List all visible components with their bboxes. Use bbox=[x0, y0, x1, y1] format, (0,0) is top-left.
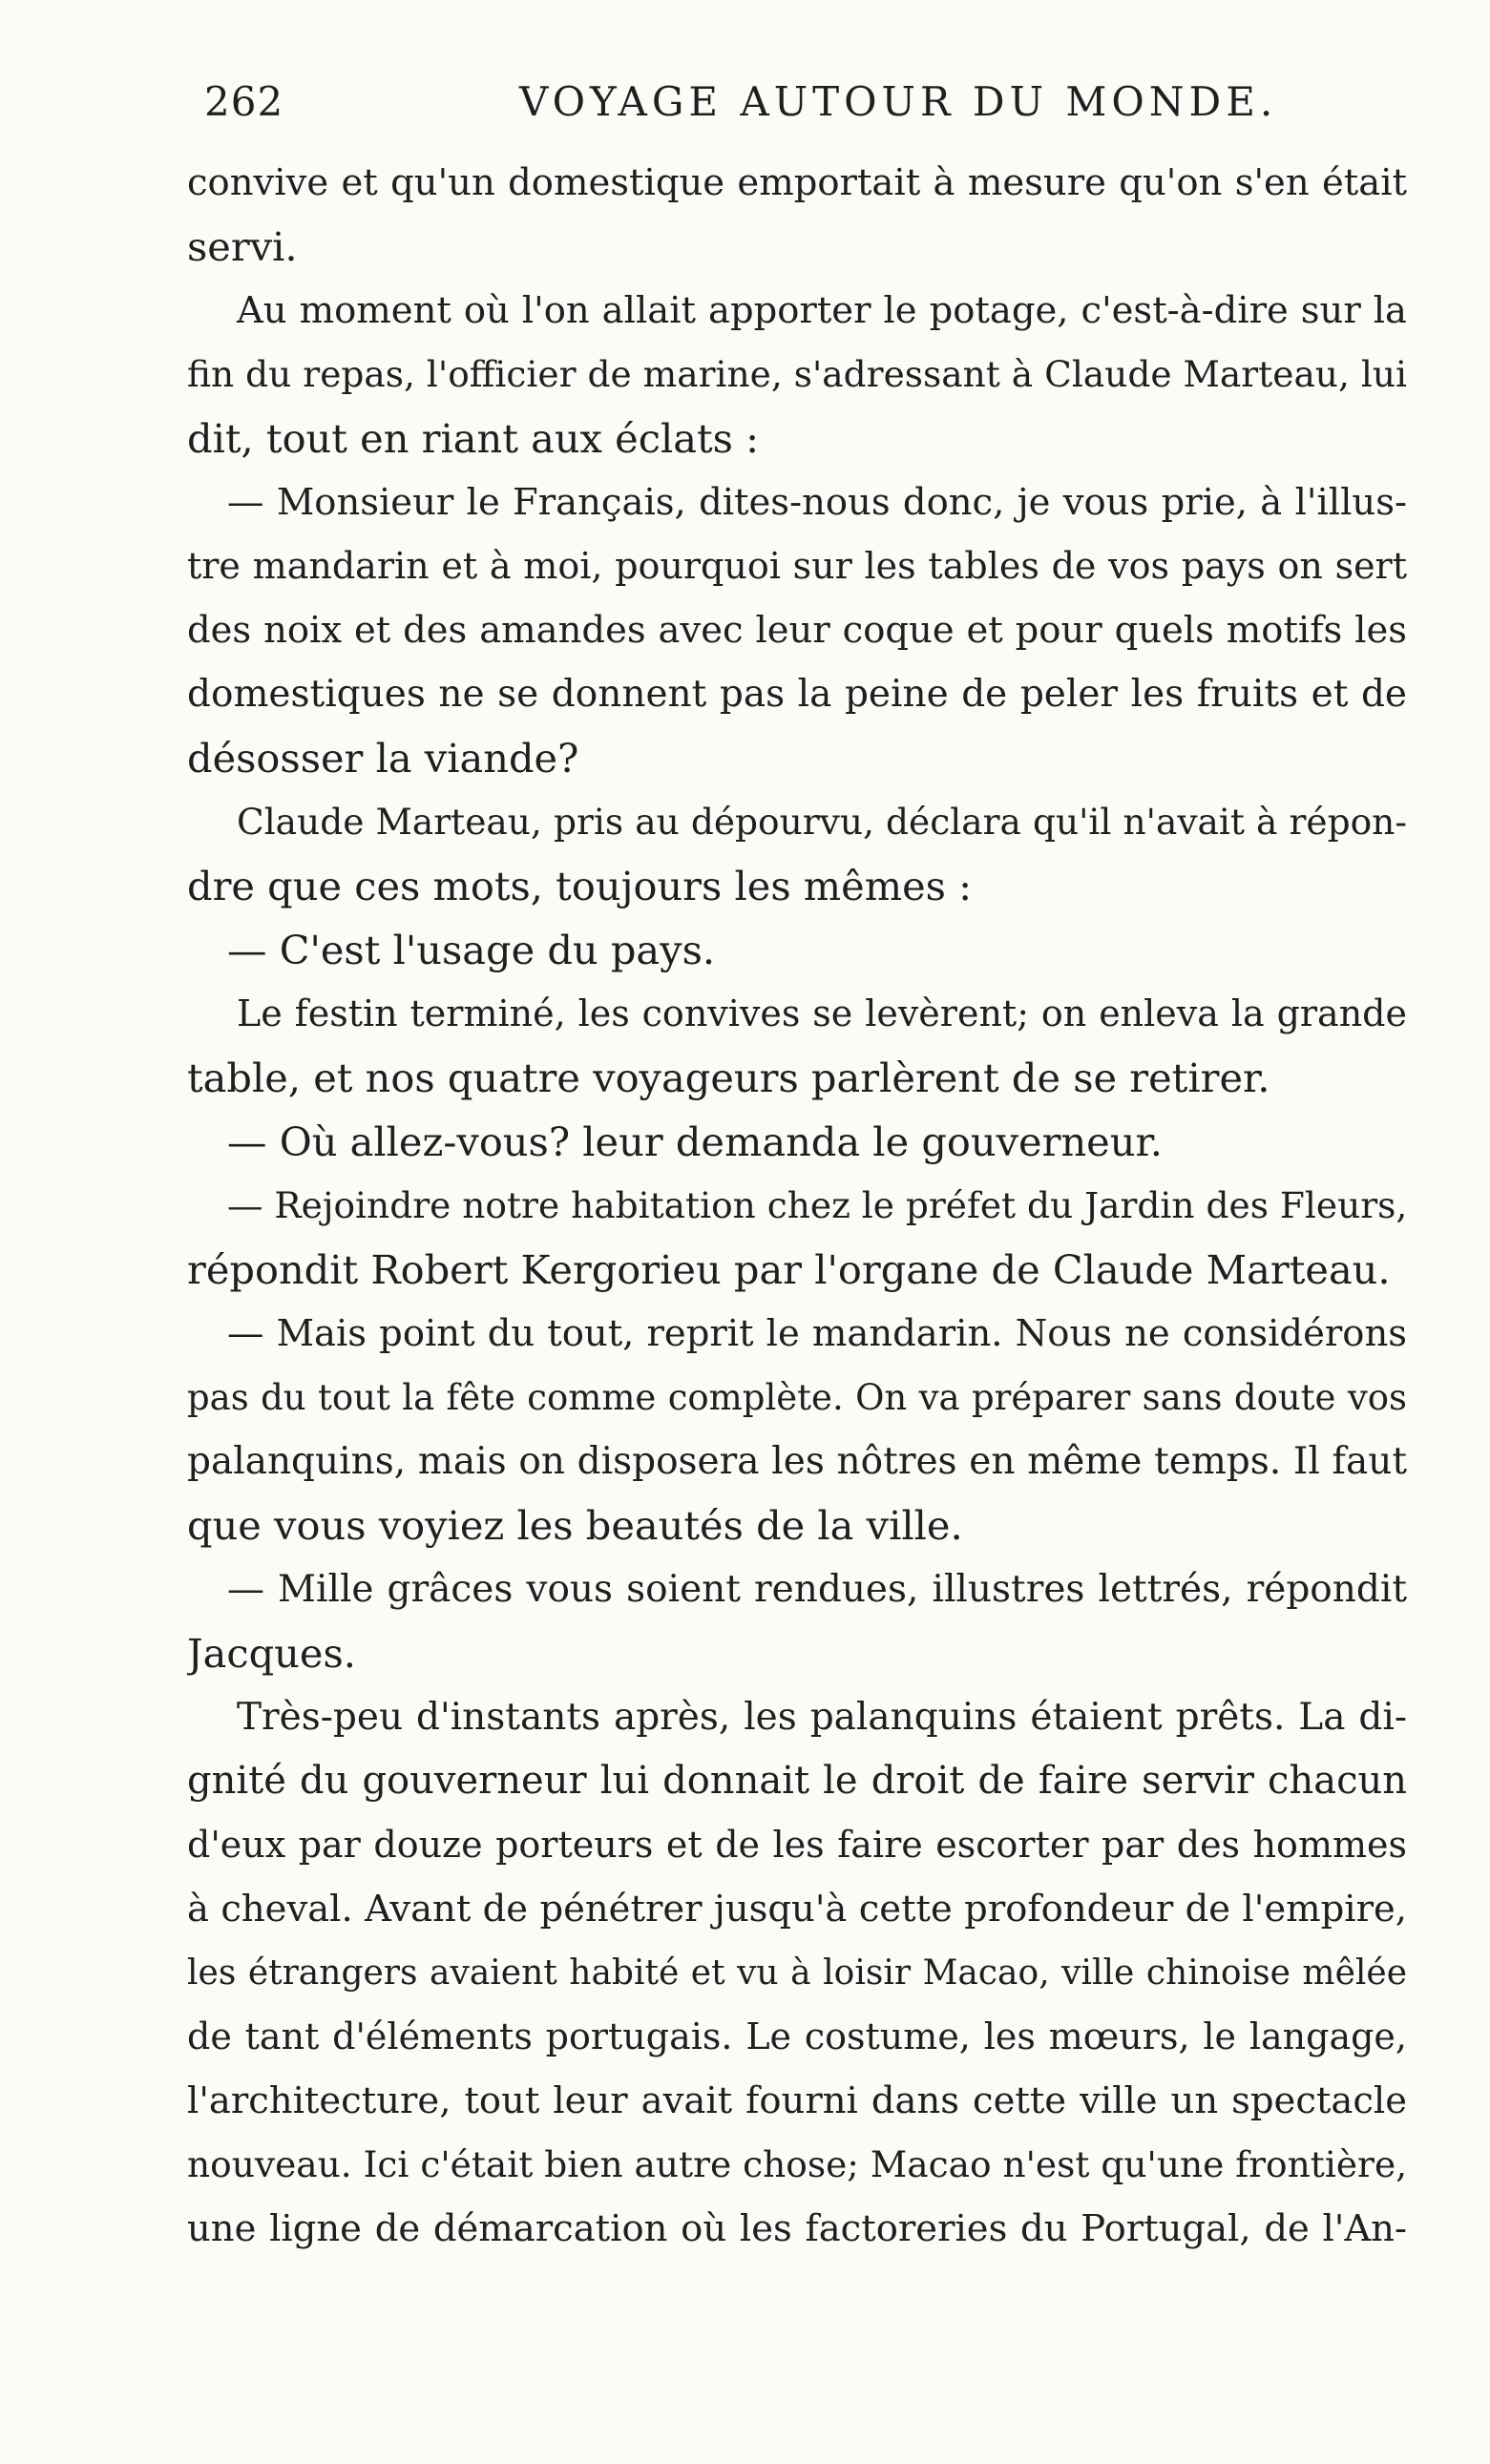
text-line: tre mandarin et à moi, pourquoi sur les tables de vos pays on sert bbox=[187, 545, 1407, 587]
text-line: les étrangers avaient habité et vu à loisir Macao, ville chinoise mêlée bbox=[187, 1953, 1407, 1993]
text-line: Claude Marteau, pris au dépourvu, déclara qu'il n'avait à répon- bbox=[237, 801, 1407, 843]
text-line: des noix et des amandes avec leur coque et pour quels motifs les bbox=[187, 609, 1407, 652]
text-line: — Où allez-vous? leur demanda le gouverneur. bbox=[227, 1118, 1163, 1165]
page-number: 262 bbox=[204, 78, 284, 125]
text-line: que vous voyiez les beautés de la ville. bbox=[187, 1502, 963, 1549]
text-line: Au moment où l'on allait apporter le potage, c'est-à-dire sur la bbox=[237, 289, 1407, 332]
text-line: Très-peu d'instants après, les palanquins étaient prêts. La di- bbox=[237, 1696, 1407, 1739]
text-line: — Monsieur le Français, dites-nous donc, je vous prie, à l'illus- bbox=[227, 481, 1407, 524]
text-line: l'architecture, tout leur avait fourni dans cette ville un spectacle bbox=[187, 2079, 1407, 2122]
text-line: Le festin terminé, les convives se levèrent; on enleva la grande bbox=[237, 992, 1407, 1034]
text-line: une ligne de démarcation où les factoreries du Portugal, de l'An- bbox=[187, 2207, 1407, 2250]
text-line: nouveau. Ici c'était bien autre chose; Macao n'est qu'une frontière, bbox=[187, 2143, 1407, 2185]
text-line: à cheval. Avant de pénétrer jusqu'à cette profondeur de l'empire, bbox=[187, 1888, 1407, 1931]
text-line: gnité du gouverneur lui donnait le droit de faire servir chacun bbox=[187, 1759, 1407, 1803]
text-line: domestiques ne se donnent pas la peine de peler les fruits et de bbox=[187, 673, 1407, 716]
text-line: convive et qu'un domestique emportait à mesure qu'on s'en était bbox=[187, 161, 1407, 204]
text-line: dre que ces mots, toujours les mêmes : bbox=[187, 863, 973, 909]
running-head bbox=[204, 78, 1407, 136]
text-line: répondit Robert Kergorieu par l'organe de Claude Marteau. bbox=[187, 1246, 1391, 1293]
text-line: pas du tout la fête comme complète. On va préparer sans doute vos bbox=[187, 1377, 1407, 1418]
text-line: d'eux par douze porteurs et de les faire escorter par des hommes bbox=[187, 1824, 1407, 1866]
text-line: — C'est l'usage du pays. bbox=[227, 927, 716, 973]
text-line: table, et nos quatre voyageurs parlèrent de se retirer. bbox=[187, 1055, 1270, 1101]
page-body-text bbox=[187, 151, 1407, 2261]
text-line: fin du repas, l'officier de marine, s'adressant à Claude Marteau, lui bbox=[187, 353, 1407, 395]
text-line: désosser la viande? bbox=[187, 735, 579, 782]
text-line: palanquins, mais on disposera les nôtres en même temps. Il faut bbox=[187, 1440, 1407, 1483]
text-line: — Mais point du tout, reprit le mandarin. Nous ne considérons bbox=[227, 1312, 1407, 1355]
text-line: de tant d'éléments portugais. Le costume, les mœurs, le langage, bbox=[187, 2015, 1407, 2057]
text-line: servi. bbox=[187, 223, 298, 270]
text-line: — Mille grâces vous soient rendues, illustres lettrés, répondit bbox=[227, 1568, 1407, 1611]
running-title: VOYAGE AUTOUR DU MONDE. bbox=[519, 78, 1278, 125]
text-line: dit, tout en riant aux éclats : bbox=[187, 415, 760, 462]
text-line: Jacques. bbox=[187, 1630, 356, 1677]
text-line: — Rejoindre notre habitation chez le préfet du Jardin des Fleurs, bbox=[227, 1184, 1407, 1226]
